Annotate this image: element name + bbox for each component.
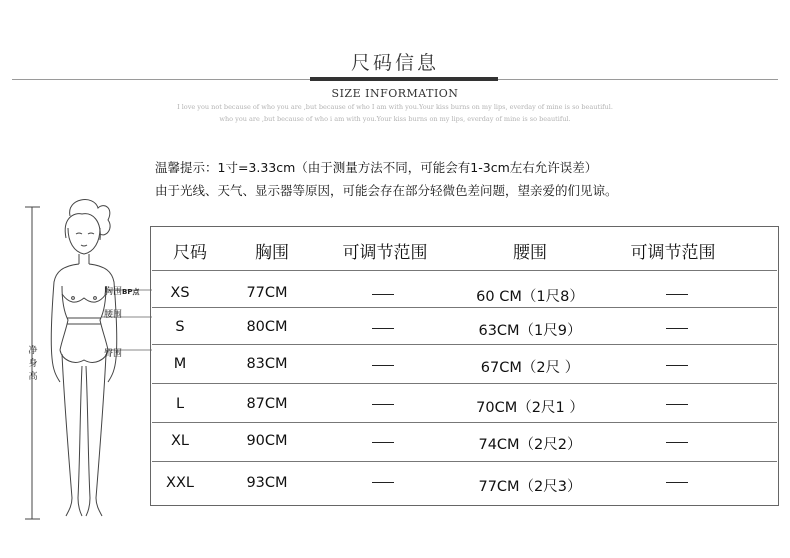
- page-subtitle: SIZE INFORMATION: [331, 87, 459, 100]
- measurement-note: 温馨提示：1寸=3.33cm（由于测量方法不同，可能会有1-3cm左右允许误差）: [155, 160, 598, 175]
- row-separator: [152, 383, 777, 384]
- cell-range-2: [666, 442, 688, 443]
- row-separator: [152, 422, 777, 423]
- row-separator: [152, 307, 777, 308]
- cell-bust: 87CM: [246, 396, 288, 412]
- cell-waist: 60 CM（1尺8）: [476, 289, 584, 305]
- tagline-2: who you are ,but because of who i am with you.Your kiss burns on my lips, everday of mine is so beautiful.: [219, 115, 571, 123]
- cell-size: XL: [170, 433, 189, 449]
- cell-size: L: [175, 396, 185, 412]
- header-size: 尺码: [173, 243, 207, 263]
- cell-waist: 74CM（2尺2）: [478, 437, 582, 453]
- waist-label: 腰围: [104, 310, 123, 320]
- cell-waist: 70CM（2尺1 ）: [476, 400, 584, 416]
- cell-waist: 77CM（2尺3）: [478, 479, 582, 495]
- cell-bust: 80CM: [246, 319, 288, 335]
- color-note: 由于光线、天气、显示器等原因，可能会存在部分轻微色差问题，望亲爱的们见谅。: [155, 183, 618, 198]
- cell-range-2: [666, 328, 688, 329]
- cell-range-1: [372, 482, 394, 483]
- cell-waist: 63CM（1尺9）: [478, 323, 582, 339]
- header-separator: [152, 270, 777, 271]
- title-accent-bar: [310, 77, 498, 81]
- header-range-1: 可调节范围: [342, 243, 428, 263]
- height-label: 净 身 高: [28, 346, 38, 382]
- cell-bust: 93CM: [246, 475, 288, 491]
- cell-size: XS: [170, 285, 190, 301]
- cell-range-2: [666, 482, 688, 483]
- cell-size: S: [175, 319, 185, 335]
- cell-range-1: [372, 328, 394, 329]
- cell-size: M: [173, 356, 187, 372]
- cell-bust: 90CM: [246, 433, 288, 449]
- cell-waist: 67CM（2尺 ）: [480, 360, 580, 376]
- hip-label: 臀围: [104, 349, 123, 359]
- cell-bust: 77CM: [246, 285, 288, 301]
- cell-size: XXL: [166, 475, 194, 491]
- cell-range-2: [666, 404, 688, 405]
- cell-range-1: [372, 404, 394, 405]
- header-waist: 腰围: [513, 243, 547, 263]
- row-separator: [152, 461, 777, 462]
- cell-range-2: [666, 294, 688, 295]
- cell-range-2: [666, 365, 688, 366]
- body-figure-illustration: [22, 198, 162, 523]
- bust-label: 胸围BP点: [104, 287, 140, 297]
- cell-bust: 83CM: [246, 356, 288, 372]
- header-bust: 胸围: [255, 243, 289, 263]
- page-title: 尺码信息: [350, 52, 439, 74]
- cell-range-1: [372, 294, 394, 295]
- tagline-1: I love you not because of who you are ,but because of who I am with you.Your kiss burns on my lips, everday of mine is so beautiful.: [177, 103, 613, 111]
- cell-range-1: [372, 365, 394, 366]
- cell-range-1: [372, 442, 394, 443]
- header-range-2: 可调节范围: [630, 243, 716, 263]
- row-separator: [152, 344, 777, 345]
